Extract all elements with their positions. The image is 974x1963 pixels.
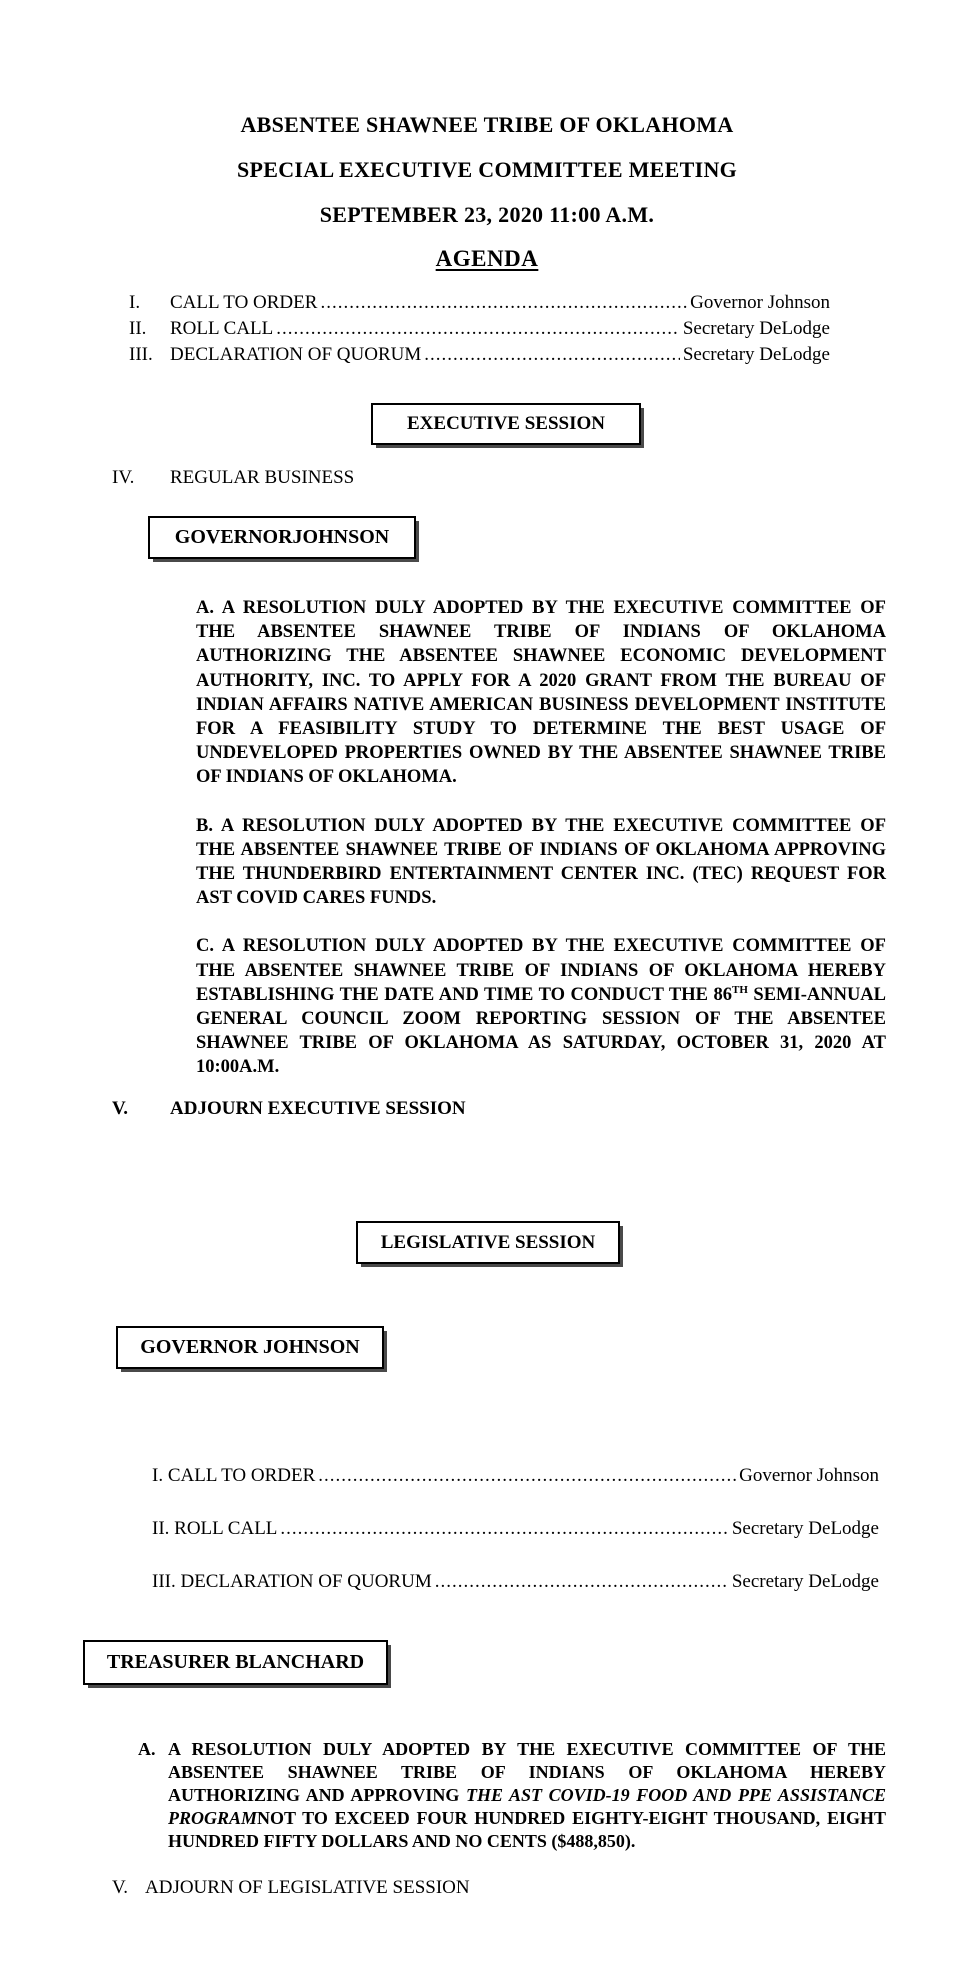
toc-assignee: Secretary DeLodge bbox=[731, 1518, 879, 1539]
adjourn-legislative-row bbox=[112, 1876, 470, 1900]
document-title-datetime: SEPTEMBER 23, 2020 11:00 A.M. bbox=[319, 202, 655, 227]
resolution-a-legislative: A RESOLUTION DULY ADOPTED BY THE EXECUTIVE COMMITTEE OF THE ABSENTEE SHAWNEE TRIBE OF INDIANS OF OKLAHOMA HEREBY AUTHORIZING AND APPROVING THE AST COVID-19 FOOD AND PPE ASSISTANCE PROGRAMNOT TO EXCEED FOUR HUNDRED EIGHTY-EIGHT THOUSAND, EIGHT HUNDRED FIFTY DOLLARS AND NO CENTS ($488,850). bbox=[168, 1739, 886, 1851]
row-label: REGULAR BUSINESS bbox=[170, 467, 355, 488]
treasurer-blanchard-label: TREASURER BLANCHARD bbox=[106, 1651, 365, 1673]
row-label: ADJOURN EXECUTIVE SESSION bbox=[170, 1098, 466, 1119]
toc-assignee: Governor Johnson bbox=[739, 1465, 879, 1486]
legislative-toc-row-roll-call bbox=[152, 1517, 879, 1541]
resolution-a: A. A RESOLUTION DULY ADOPTED BY THE EXECUTIVE COMMITTEE OF THE ABSENTEE SHAWNEE TRIBE OF INDIANS OF OKLAHOMA AUTHORIZING THE ABSENTEE SHAWNEE ECONOMIC DEVELOPMENT AUTHORITY, INC. TO APPLY FOR A 2020 GRANT FROM THE BUREAU OF INDIAN AFFAIRS NATIVE AMERICAN BUSINESS DEVELOPMENT INSTITUTE FOR A FEASIBILITY STUDY TO DETERMINE THE BEST USAGE OF UNDEVELOPED PROPERTIES OWNED BY THE ABSENTEE SHAWNEE TRIBE OF INDIANS OF OKLAHOMA. bbox=[196, 598, 886, 788]
treasurer-blanchard-box bbox=[83, 1640, 388, 1685]
toc-label: CALL TO ORDER bbox=[170, 292, 318, 313]
legislative-toc-row-call-to-order bbox=[152, 1464, 879, 1488]
dot-leader bbox=[424, 342, 680, 368]
toc-label: II. ROLL CALL bbox=[152, 1518, 278, 1539]
toc-assignee: Secretary DeLodge bbox=[682, 344, 830, 365]
executive-resolutions bbox=[196, 596, 886, 1104]
document-title-meeting: SPECIAL EXECUTIVE COMMITTEE MEETING bbox=[236, 157, 738, 182]
agenda-toc-row-quorum bbox=[129, 342, 830, 368]
dot-leader bbox=[276, 316, 680, 342]
toc-label: I. CALL TO ORDER bbox=[152, 1465, 316, 1486]
toc-numeral: I. bbox=[129, 292, 141, 313]
adjourn-executive-row bbox=[112, 1097, 466, 1121]
toc-assignee: Secretary DeLodge bbox=[682, 318, 830, 339]
executive-session-box bbox=[371, 403, 641, 445]
agenda-toc bbox=[129, 290, 830, 368]
toc-numeral: III. bbox=[129, 344, 153, 365]
row-numeral: IV. bbox=[112, 467, 135, 488]
governor-johnson-label: GOVERNOR JOHNSON bbox=[140, 1336, 360, 1358]
italic-program-title: THE AST COVID-19 FOOD AND PPE ASSISTANCE PROGRAM bbox=[168, 1785, 886, 1828]
toc-numeral: II. bbox=[129, 318, 147, 339]
dot-leader bbox=[435, 1570, 729, 1594]
row-numeral: V. bbox=[112, 1098, 129, 1119]
agenda-toc-row-roll-call bbox=[129, 316, 830, 342]
legislative-resolution bbox=[138, 1738, 886, 1853]
legislative-toc-row-quorum bbox=[152, 1570, 879, 1594]
resolution-b: B. A RESOLUTION DULY ADOPTED BY THE EXECUTIVE COMMITTEE OF THE ABSENTEE SHAWNEE TRIBE OF INDIANS OF OKLAHOMA APPROVING THE THUNDERBIRD ENTERTAINMENT CENTER INC. (TEC) REQUEST FOR AST COVID CARES FUNDS. bbox=[196, 815, 886, 909]
agenda-heading: AGENDA bbox=[435, 246, 539, 271]
resolution-c: C. A RESOLUTION DULY ADOPTED BY THE EXECUTIVE COMMITTEE OF THE ABSENTEE SHAWNEE TRIBE OF INDIANS OF OKLAHOMA HEREBY ESTABLISHING THE DATE AND TIME TO CONDUCT THE 86TH SEMI-ANNUAL GENERAL COUNCIL ZOOM REPORTING SESSION OF THE ABSENTEE SHAWNEE TRIBE OF OKLAHOMA AS SATURDAY, OCTOBER 31, 2020 AT 10:00A.M. bbox=[196, 936, 887, 1078]
agenda-toc-row-call-to-order bbox=[129, 290, 830, 316]
row-numeral: V. bbox=[112, 1877, 129, 1898]
toc-assignee: Governor Johnson bbox=[690, 292, 830, 313]
executive-session-label: EXECUTIVE SESSION bbox=[407, 413, 605, 434]
document-title-org: ABSENTEE SHAWNEE TRIBE OF OKLAHOMA bbox=[240, 112, 734, 137]
governor-johnson-box-legislative bbox=[116, 1326, 384, 1369]
governor-johnson-box-executive bbox=[148, 516, 416, 559]
ordinal-superscript: TH bbox=[731, 983, 748, 996]
legislative-session-label: LEGISLATIVE SESSION bbox=[380, 1231, 596, 1253]
toc-label: DECLARATION OF QUORUM bbox=[170, 344, 422, 365]
regular-business-row bbox=[112, 466, 354, 490]
governor-johnson-label: GOVERNORJOHNSON bbox=[174, 526, 390, 548]
toc-assignee: Secretary DeLodge bbox=[731, 1571, 879, 1592]
toc-label: ROLL CALL bbox=[170, 318, 274, 339]
toc-label: III. DECLARATION OF QUORUM bbox=[152, 1571, 432, 1592]
dot-leader bbox=[320, 290, 687, 316]
legislative-session-box bbox=[356, 1221, 620, 1264]
resolution-marker: A. bbox=[138, 1739, 156, 1759]
row-label: ADJOURN OF LEGISLATIVE SESSION bbox=[145, 1877, 470, 1898]
dot-leader bbox=[318, 1464, 736, 1488]
dot-leader bbox=[280, 1517, 728, 1541]
legislative-toc bbox=[152, 1464, 879, 1623]
